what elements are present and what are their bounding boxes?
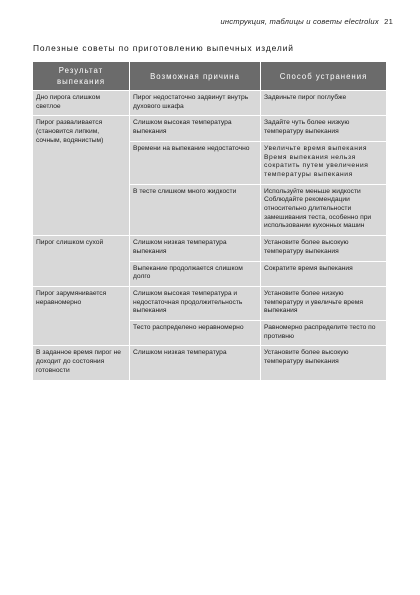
cause-cell: Времени на выпекание недостаточно [130, 142, 261, 185]
cause-cell: Слишком высокая температура выпекания [130, 116, 261, 141]
cause-cell: Слишком низкая температура [130, 346, 261, 380]
cause-cell: Слишком высокая температура и недостаточная продолжительность выпекания [130, 287, 261, 321]
page-number: 21 [384, 17, 393, 26]
cause-cell: В тесте слишком много жидкости [130, 185, 261, 237]
fix-cell: Задвиньте пирог поглубже [261, 91, 386, 116]
column-header-cause: Возможная причина [130, 62, 261, 91]
cause-cell: Слишком низкая температура выпекания [130, 236, 261, 261]
fix-cell: Сократите время выпекания [261, 262, 386, 287]
result-cell: Дно пирога слишком светлое [33, 91, 130, 116]
fix-cell: Установите более высокую температуру выпекания [261, 236, 386, 261]
fix-cell: Равномерно распределите тесто по противню [261, 321, 386, 346]
table-row [33, 346, 386, 380]
cause-cell: Тесто распределено неравномерно [130, 321, 261, 346]
cause-cell: Пирог недостаточно задвинут внутрь духового шкафа [130, 91, 261, 116]
fix-cell: Задайте чуть более низкую температуру выпекания [261, 116, 386, 141]
column-header-result: Результат выпекания [33, 62, 130, 91]
baking-tips-table [33, 62, 386, 381]
table-row [33, 91, 386, 116]
section-title: Полезные советы по приготовлению выпечных изделий [33, 43, 294, 53]
fix-cell: Увеличьте время выпекания Время выпекания нельзя сократить путем увеличения температуры выпекания [261, 142, 386, 185]
result-cell: Пирог слишком сухой [33, 236, 130, 287]
table-row [33, 236, 386, 261]
table-row [33, 287, 386, 321]
fix-cell: Установите более высокую температуру выпекания [261, 346, 386, 380]
result-cell: Пирог зарумянивается неравномерно [33, 287, 130, 347]
fix-cell: Установите более низкую температуру и увеличьте время выпекания [261, 287, 386, 321]
table-header-row [33, 62, 386, 91]
running-title: инструкция, таблицы и советы electrolux [220, 17, 379, 26]
column-header-fix: Способ устранения [261, 62, 386, 91]
cause-cell: Выпекание продолжается слишком долго [130, 262, 261, 287]
table-row [33, 116, 386, 141]
running-header [220, 17, 393, 26]
result-cell: В заданное время пирог не доходит до состояния готовности [33, 346, 130, 380]
fix-cell: Используйте меньше жидкости Соблюдайте рекомендации относительно длительности замешивания теста, особенно при использовании кухонных машин [261, 185, 386, 237]
result-cell: Пирог разваливается (становится липким, сочным, водянистым) [33, 116, 130, 236]
